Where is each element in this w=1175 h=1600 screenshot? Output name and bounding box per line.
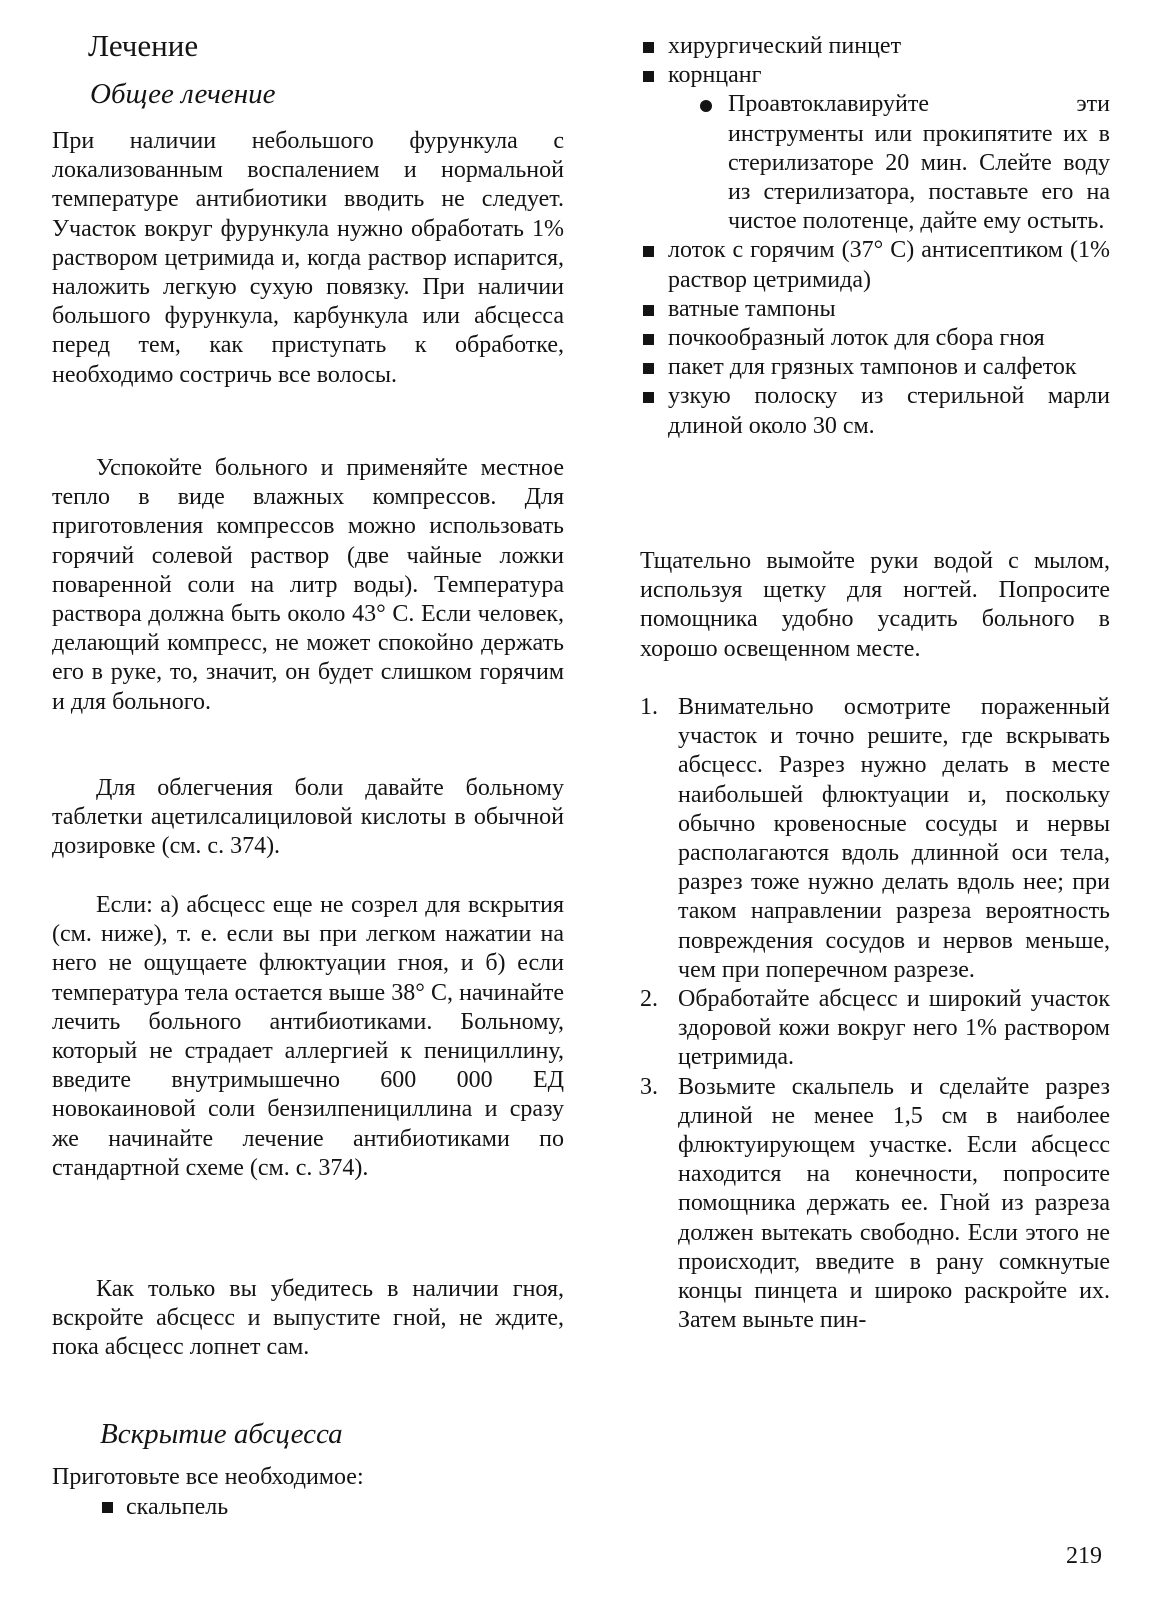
square-bullet-icon xyxy=(102,1502,113,1513)
step-text: Обработайте абсцесс и широкий участок здоровой кожи вокруг него 1% раствором цетримида. xyxy=(678,986,1110,1071)
list-item xyxy=(640,236,1110,294)
square-bullet-icon xyxy=(643,334,654,345)
list-item xyxy=(98,1492,228,1522)
paragraph: Для облегчения боли давайте больному таблетки ацетилсалициловой кислоты в обычной дозировке (см. с. 374). xyxy=(52,775,564,860)
square-bullet-icon xyxy=(643,246,654,257)
step-text: Возьмите скальпель и сделайте разрез длиной не менее 1,5 см в наиболее флюктуирующем участке. Если абсцесс находится на конечности, попросите помощника держать ее. Гной из разреза должен вытекать свободно. Если этого не происходит, введите в рану сомкнутые концы пинцета и широко раскройте их. Затем выньте пин- xyxy=(678,1073,1110,1334)
square-bullet-icon xyxy=(643,71,654,82)
list-item-text: почкообразный лоток для сбора гноя xyxy=(668,325,1045,352)
note-text: Проавтоклавируйте эти инструменты или прокипятите их в стерилизаторе 20 мин. Слейте воду из стерилизатора, поставьте его на чистое полотенце, дайте ему остыть. xyxy=(728,91,1110,235)
step-item xyxy=(640,693,1110,985)
list-item-text: хирургический пинцет xyxy=(668,33,902,59)
list-item-text: корнцанг xyxy=(668,62,762,89)
square-bullet-icon xyxy=(643,363,654,374)
prep-intro: Приготовьте все необходимое: xyxy=(52,1464,364,1490)
sterilize-note xyxy=(668,90,1110,236)
list-item xyxy=(640,324,1110,353)
list-item xyxy=(640,353,1110,382)
page-number: 219 xyxy=(1066,1543,1102,1569)
square-bullet-icon xyxy=(643,305,654,316)
step-number: 2. xyxy=(640,986,658,1013)
steps-list xyxy=(640,693,1110,1335)
list-item-text: лоток с горячим (37° С) антисептиком (1% раствор цетримида) xyxy=(668,237,1110,293)
list-item-text: узкую полоску из стерильной марли длиной около 30 см. xyxy=(668,383,1110,439)
square-bullet-icon xyxy=(643,392,654,403)
square-bullet-icon xyxy=(643,42,654,53)
subsection-title: Общее лечение xyxy=(90,78,276,110)
list-item xyxy=(640,295,1110,324)
paragraph: Успокойте больного и применяйте местное тепло в виде влажных компрессов. Для приготовления компрессов можно использовать горячий солевой раствор (две чайные ложки поваренной соли на литр воды). Температура раствора должна быть около 43° С. Если человек, делающий компресс, не может спокойно держать его в руке, то, значит, он будет слишком горячим и для больного. xyxy=(52,455,564,715)
round-bullet-icon xyxy=(700,100,712,112)
section-title: Лечение xyxy=(88,28,199,63)
step-item xyxy=(640,985,1110,1073)
procedure-title: Вскрытие абсцесса xyxy=(100,1418,343,1450)
list-item-text: ватные тампоны xyxy=(668,295,836,322)
paragraph: Как только вы убедитесь в наличии гноя, вскройте абсцесс и выпустите гной, не ждите, пока абсцесс лопнет сам. xyxy=(52,1276,564,1361)
paragraph: При наличии небольшого фурункула с локализованным воспалением и нормальной температуре антибиотики вводить не следует. Участок вокруг фурункула нужно обработать 1% раствором цетримида и, когда раствор испарится, наложить легкую сухую повязку. При наличии большого фурункула, карбункула или абсцесса перед тем, как приступать к обработке, необходимо состричь все волосы. xyxy=(52,128,564,388)
instrument-list xyxy=(640,32,1110,441)
list-item-text: скальпель xyxy=(126,1494,229,1520)
paragraph: Если: а) абсцесс еще не созрел для вскрытия (см. ниже), т. е. если вы при легком нажатии на него не ощущаете флюктуации гноя, и б) если температура тела остается выше 38° С, начинайте лечить больного антибиотиками. Больному, который не страдает аллергией к пенициллину, введите внутримышечно 600 000 ЕД новокаиновой соли бензилпенициллина и сразу же начинайте лечение антибиотиками по стандартной схеме (см. с. 374). xyxy=(52,892,564,1181)
hands-paragraph: Тщательно вымойте руки водой с мылом, используя щетку для ногтей. Попросите помощника удобно усадить больного в хорошо освещенном месте. xyxy=(640,548,1110,662)
list-item xyxy=(640,32,1110,61)
list-item-text: пакет для грязных тампонов и салфеток xyxy=(668,354,1077,381)
step-number: 1. xyxy=(640,694,658,720)
step-item xyxy=(640,1073,1110,1336)
step-text: Внимательно осмотрите пораженный участок и точно решите, где вскрывать абсцесс. Разрез нужно делать в месте наибольшей флюктуации и, поскольку обычно кровеносные сосуды и нервы располагаются вдоль длинной оси тела, разрез тоже нужно делать вдоль нее; при таком направлении разреза вероятность повреждения сосудов и нервов меньше, чем при поперечном разрезе. xyxy=(678,694,1110,983)
list-item xyxy=(640,382,1110,440)
step-number: 3. xyxy=(640,1073,658,1100)
list-item xyxy=(640,61,1110,236)
